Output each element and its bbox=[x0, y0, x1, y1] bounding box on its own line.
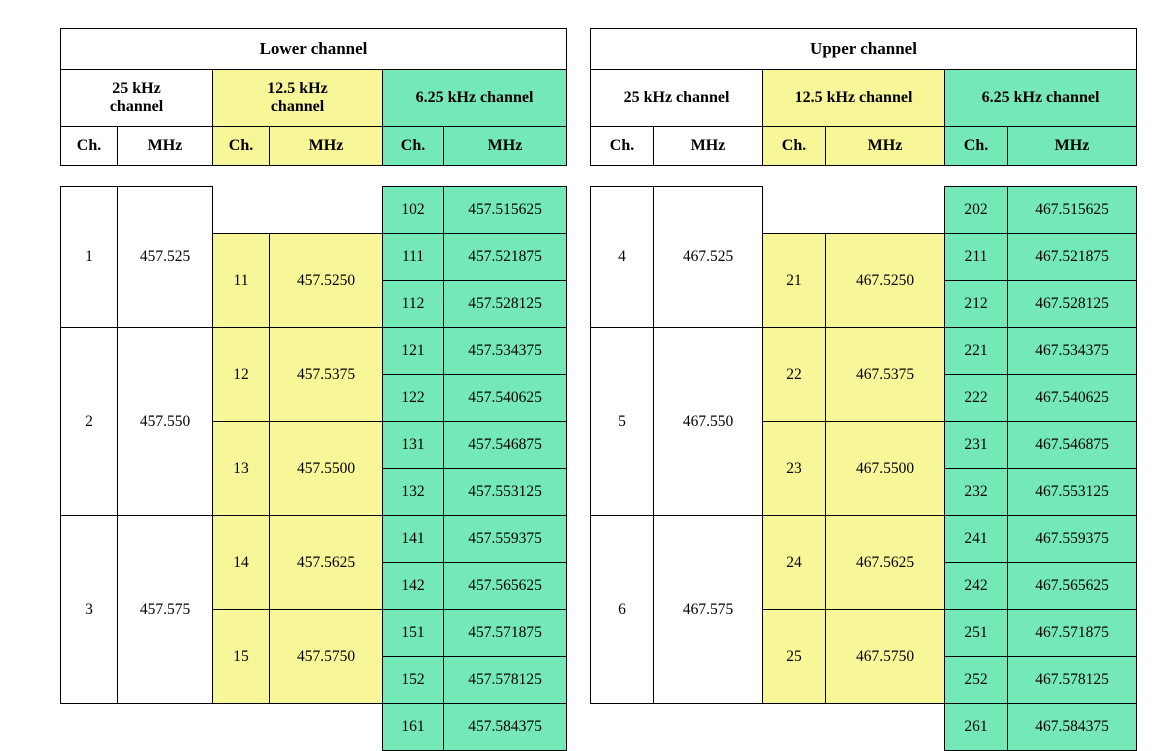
cell-125-ch-22: 22 bbox=[763, 328, 826, 422]
cell-125-mhz-15: 457.5750 bbox=[270, 610, 383, 704]
cell-25-ch-4: 4 bbox=[591, 187, 654, 328]
subheader-mhz-125-upper: MHz bbox=[826, 127, 945, 166]
cell-625-mhz-121: 457.534375 bbox=[444, 328, 567, 375]
cell-25-ch-6: 6 bbox=[591, 516, 654, 704]
cell-25-mhz-3: 457.575 bbox=[118, 516, 213, 704]
upper-channel-header-table bbox=[590, 28, 1137, 166]
cell-25-mhz-6: 467.575 bbox=[654, 516, 763, 704]
cell-125-ch-25: 25 bbox=[763, 610, 826, 704]
cell-625-ch-152: 152 bbox=[383, 657, 444, 704]
cell-125-ch-empty-top-upper bbox=[763, 187, 826, 234]
cell-125-mhz-11: 457.5250 bbox=[270, 234, 383, 328]
cell-625-mhz-112: 457.528125 bbox=[444, 281, 567, 328]
cell-125-ch-12: 12 bbox=[213, 328, 270, 422]
table-row bbox=[61, 328, 567, 375]
table-row bbox=[61, 29, 567, 70]
cell-25-mhz-2: 457.550 bbox=[118, 328, 213, 516]
cell-125-mhz-empty-top bbox=[270, 187, 383, 234]
cell-625-ch-252: 252 bbox=[945, 657, 1008, 704]
cell-125-ch-11: 11 bbox=[213, 234, 270, 328]
cell-125-empty-bottom-ch-upper bbox=[763, 704, 826, 751]
cell-125-ch-13: 13 bbox=[213, 422, 270, 516]
cell-625-mhz-241: 467.559375 bbox=[1008, 516, 1137, 563]
cell-125-empty-bottom-ch bbox=[213, 704, 270, 751]
cell-125-ch-24: 24 bbox=[763, 516, 826, 610]
cell-625-mhz-122: 457.540625 bbox=[444, 375, 567, 422]
subheader-ch-125-upper: Ch. bbox=[763, 127, 826, 166]
cell-625-mhz-211: 467.521875 bbox=[1008, 234, 1137, 281]
subheader-ch-125: Ch. bbox=[213, 127, 270, 166]
cell-125-ch-23: 23 bbox=[763, 422, 826, 516]
cell-625-mhz-261: 467.584375 bbox=[1008, 704, 1137, 751]
header-body-gap-upper bbox=[590, 166, 1137, 186]
upper-channel-panel bbox=[590, 28, 1137, 751]
lower-channel-header-table bbox=[60, 28, 567, 166]
cell-625-ch-222: 222 bbox=[945, 375, 1008, 422]
cell-125-mhz-13: 457.5500 bbox=[270, 422, 383, 516]
cell-125-mhz-21: 467.5250 bbox=[826, 234, 945, 328]
group-header-12-5khz-line2: channel bbox=[270, 98, 325, 115]
cell-625-mhz-141: 457.559375 bbox=[444, 516, 567, 563]
cell-125-mhz-25: 467.5750 bbox=[826, 610, 945, 704]
cell-625-mhz-131: 457.546875 bbox=[444, 422, 567, 469]
group-header-6-25khz-line1: 6.25 kHz channel bbox=[415, 88, 534, 106]
cell-625-ch-211: 211 bbox=[945, 234, 1008, 281]
cell-125-ch-21: 21 bbox=[763, 234, 826, 328]
group-header-12-5khz-upper-line1: 12.5 kHz channel bbox=[794, 88, 913, 106]
cell-625-mhz-152: 457.578125 bbox=[444, 657, 567, 704]
table-row bbox=[61, 70, 567, 127]
cell-625-ch-242: 242 bbox=[945, 563, 1008, 610]
group-header-25khz-upper-line1: 25 kHz channel bbox=[623, 88, 730, 106]
cell-625-ch-121: 121 bbox=[383, 328, 444, 375]
cell-125-mhz-empty-top-upper bbox=[826, 187, 945, 234]
group-header-12-5khz-upper bbox=[763, 70, 945, 127]
cell-625-ch-221: 221 bbox=[945, 328, 1008, 375]
subheader-mhz-25: MHz bbox=[118, 127, 213, 166]
subheader-mhz-125: MHz bbox=[270, 127, 383, 166]
group-header-6-25khz-upper-line1: 6.25 kHz channel bbox=[981, 88, 1100, 106]
cell-625-ch-112: 112 bbox=[383, 281, 444, 328]
cell-625-mhz-132: 457.553125 bbox=[444, 469, 567, 516]
upper-channel-body-table bbox=[590, 186, 1137, 751]
cell-625-ch-202: 202 bbox=[945, 187, 1008, 234]
table-row bbox=[61, 516, 567, 563]
cell-25-empty-bottom-ch bbox=[61, 704, 118, 751]
group-header-25khz-line2: channel bbox=[109, 98, 164, 115]
cell-625-ch-161: 161 bbox=[383, 704, 444, 751]
cell-125-mhz-12: 457.5375 bbox=[270, 328, 383, 422]
cell-625-ch-141: 141 bbox=[383, 516, 444, 563]
table-row bbox=[591, 704, 1137, 751]
cell-625-mhz-222: 467.540625 bbox=[1008, 375, 1137, 422]
cell-625-mhz-251: 467.571875 bbox=[1008, 610, 1137, 657]
cell-625-ch-122: 122 bbox=[383, 375, 444, 422]
cell-625-ch-231: 231 bbox=[945, 422, 1008, 469]
group-header-25khz-upper bbox=[591, 70, 763, 127]
cell-625-mhz-231: 467.546875 bbox=[1008, 422, 1137, 469]
lower-channel-panel bbox=[60, 28, 567, 751]
group-header-6-25khz bbox=[383, 70, 567, 127]
group-header-12-5khz-line1: 12.5 kHz bbox=[267, 79, 328, 97]
table-row bbox=[591, 70, 1137, 127]
table-row bbox=[591, 516, 1137, 563]
cell-25-mhz-4: 467.525 bbox=[654, 187, 763, 328]
cell-625-ch-232: 232 bbox=[945, 469, 1008, 516]
cell-125-empty-bottom-mhz-upper bbox=[826, 704, 945, 751]
cell-625-mhz-242: 467.565625 bbox=[1008, 563, 1137, 610]
table-row bbox=[61, 704, 567, 751]
cell-25-ch-2: 2 bbox=[61, 328, 118, 516]
cell-625-ch-251: 251 bbox=[945, 610, 1008, 657]
group-header-25khz bbox=[61, 70, 213, 127]
cell-625-mhz-202: 467.515625 bbox=[1008, 187, 1137, 234]
cell-125-mhz-22: 467.5375 bbox=[826, 328, 945, 422]
cell-625-ch-102: 102 bbox=[383, 187, 444, 234]
cell-25-empty-bottom-mhz-upper bbox=[654, 704, 763, 751]
cell-25-ch-3: 3 bbox=[61, 516, 118, 704]
header-body-gap bbox=[60, 166, 567, 186]
cell-625-mhz-161: 457.584375 bbox=[444, 704, 567, 751]
cell-25-mhz-1: 457.525 bbox=[118, 187, 213, 328]
cell-625-ch-212: 212 bbox=[945, 281, 1008, 328]
table-row bbox=[591, 29, 1137, 70]
cell-625-mhz-142: 457.565625 bbox=[444, 563, 567, 610]
cell-25-mhz-5: 467.550 bbox=[654, 328, 763, 516]
cell-625-ch-142: 142 bbox=[383, 563, 444, 610]
cell-625-ch-261: 261 bbox=[945, 704, 1008, 751]
table-row bbox=[61, 127, 567, 166]
group-header-12-5khz bbox=[213, 70, 383, 127]
cell-25-empty-bottom-ch-upper bbox=[591, 704, 654, 751]
cell-125-mhz-14: 457.5625 bbox=[270, 516, 383, 610]
subheader-ch-25: Ch. bbox=[61, 127, 118, 166]
cell-625-ch-111: 111 bbox=[383, 234, 444, 281]
table-row bbox=[591, 187, 1137, 234]
cell-625-ch-131: 131 bbox=[383, 422, 444, 469]
cell-125-ch-empty-top bbox=[213, 187, 270, 234]
subheader-mhz-25-upper: MHz bbox=[654, 127, 763, 166]
group-header-25khz-line1: 25 kHz bbox=[112, 79, 161, 97]
cell-125-mhz-24: 467.5625 bbox=[826, 516, 945, 610]
cell-125-empty-bottom-mhz bbox=[270, 704, 383, 751]
lower-channel-title: Lower channel bbox=[61, 29, 567, 70]
subheader-ch-25-upper: Ch. bbox=[591, 127, 654, 166]
subheader-ch-625: Ch. bbox=[383, 127, 444, 166]
lower-channel-body-table bbox=[60, 186, 567, 751]
cell-625-mhz-232: 467.553125 bbox=[1008, 469, 1137, 516]
cell-625-ch-151: 151 bbox=[383, 610, 444, 657]
cell-625-mhz-111: 457.521875 bbox=[444, 234, 567, 281]
upper-channel-title: Upper channel bbox=[591, 29, 1137, 70]
cell-125-ch-14: 14 bbox=[213, 516, 270, 610]
subheader-ch-625-upper: Ch. bbox=[945, 127, 1008, 166]
cell-625-mhz-102: 457.515625 bbox=[444, 187, 567, 234]
cell-25-empty-bottom-mhz bbox=[118, 704, 213, 751]
cell-625-mhz-151: 457.571875 bbox=[444, 610, 567, 657]
cell-25-ch-1: 1 bbox=[61, 187, 118, 328]
cell-625-ch-241: 241 bbox=[945, 516, 1008, 563]
group-header-6-25khz-upper bbox=[945, 70, 1137, 127]
cell-625-mhz-212: 467.528125 bbox=[1008, 281, 1137, 328]
cell-625-mhz-221: 467.534375 bbox=[1008, 328, 1137, 375]
subheader-mhz-625: MHz bbox=[444, 127, 567, 166]
subheader-mhz-625-upper: MHz bbox=[1008, 127, 1137, 166]
table-row bbox=[591, 328, 1137, 375]
table-row bbox=[61, 187, 567, 234]
cell-625-ch-132: 132 bbox=[383, 469, 444, 516]
cell-125-ch-15: 15 bbox=[213, 610, 270, 704]
cell-125-mhz-23: 467.5500 bbox=[826, 422, 945, 516]
cell-25-ch-5: 5 bbox=[591, 328, 654, 516]
table-row bbox=[591, 127, 1137, 166]
cell-625-mhz-252: 467.578125 bbox=[1008, 657, 1137, 704]
